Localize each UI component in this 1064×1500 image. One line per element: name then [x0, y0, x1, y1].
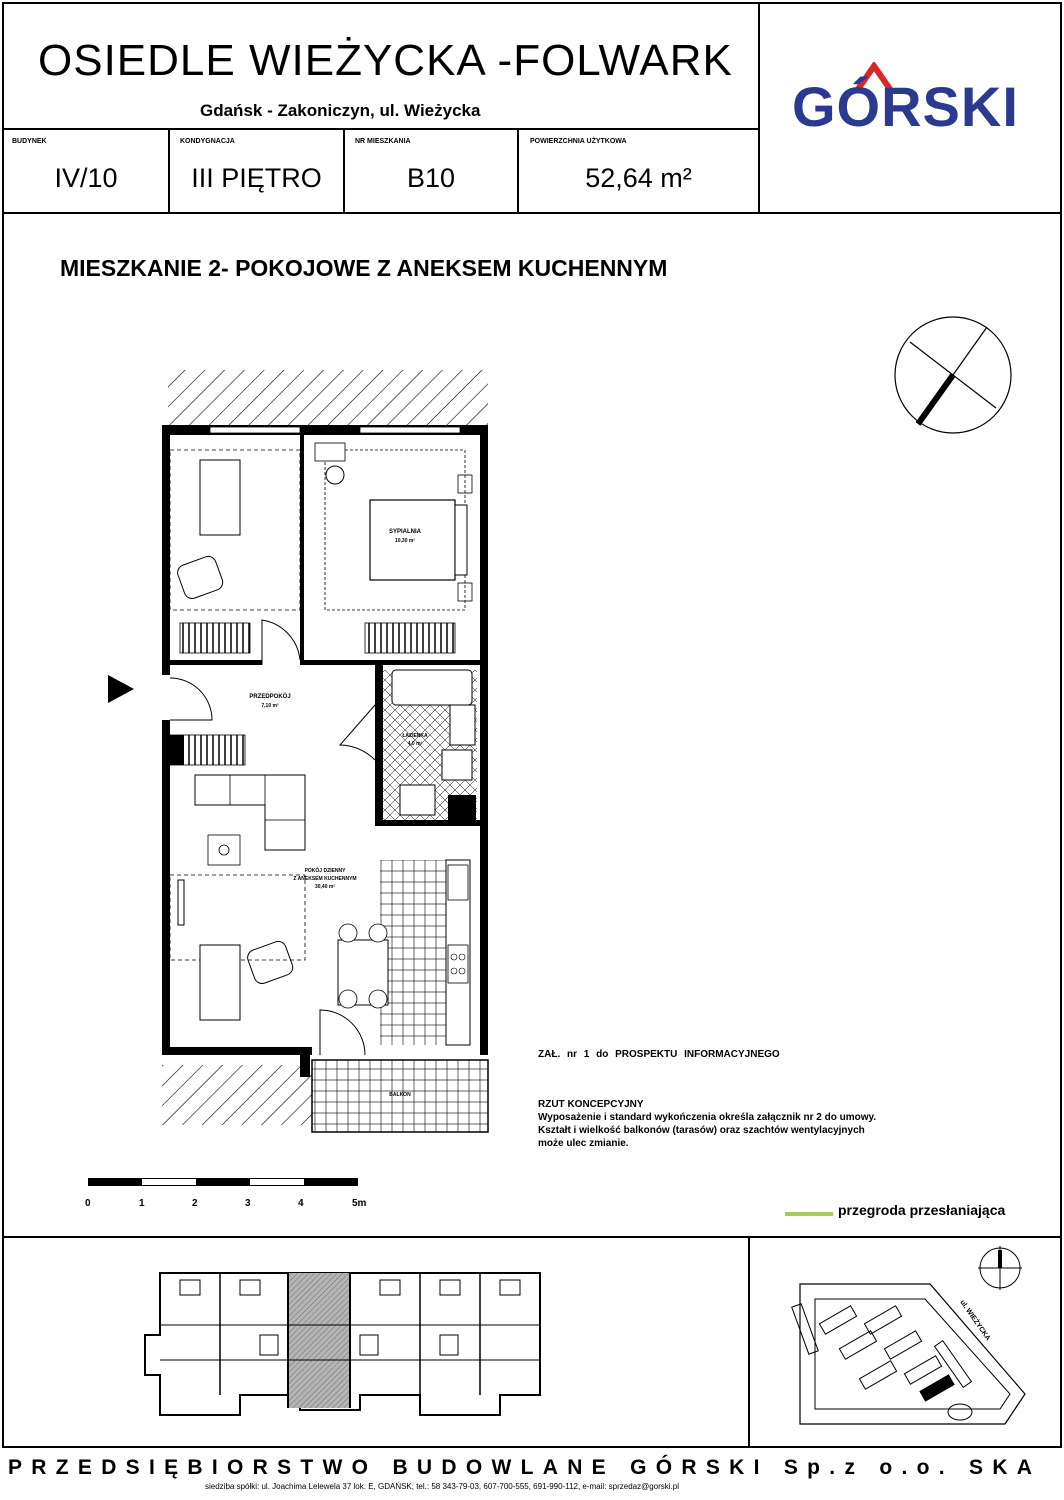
- concept-line-2: Kształt i wielkość balkonów (tarasów) oraz szachtów wentylacyjnych: [538, 1125, 865, 1136]
- concept-title: RZUT KONCEPCYJNY: [538, 1099, 644, 1110]
- street-label: ul. WIEŻYCKA: [958, 1299, 992, 1343]
- concept-line-3: może ulec zmianie.: [538, 1138, 629, 1149]
- building-value: IV/10: [54, 163, 118, 193]
- apartment-label: NR MIESZKANIA: [355, 138, 411, 145]
- site-map: [760, 1244, 1055, 1444]
- apartment-value: B10: [406, 163, 456, 193]
- bottom-divider: [748, 1236, 750, 1448]
- building-label: BUDYNEK: [12, 138, 47, 145]
- company-logo: [790, 62, 1040, 142]
- entrance-arrow-icon: [108, 675, 136, 705]
- floor-label: KONDYGNACJA: [180, 138, 235, 145]
- attachment-note: ZAŁ. nr 1 do PROSPEKTU INFORMACYJNEGO: [538, 1049, 780, 1060]
- project-address: Gdańsk - Zakoniczyn, ul. Wieżycka: [200, 101, 481, 120]
- floor-value: III PIĘTRO: [191, 163, 322, 193]
- logo-text: GÓRSKI: [792, 75, 1019, 138]
- scale-label-4: 4: [298, 1198, 304, 1209]
- hall-area: 7,10 m²: [261, 703, 279, 709]
- bedroom-label: SYPIALNIA: [388, 529, 422, 535]
- bathroom-area: 4,0 m²: [407, 741, 423, 747]
- bathroom-label: ŁAZIENKA: [402, 733, 428, 739]
- living-label: POKÓJ DZIENNY: [304, 868, 346, 874]
- compass-icon: [892, 314, 1014, 436]
- living-sublabel: Z ANEKSEM KUCHENNYM: [293, 876, 357, 882]
- building-key-plan: [140, 1255, 560, 1425]
- scale-label-3: 3: [245, 1198, 251, 1209]
- area-value: 52,64 m²: [585, 163, 692, 193]
- scale-label-0: 0: [85, 1198, 91, 1209]
- scale-bar: [88, 1178, 358, 1190]
- legend-text: przegroda przesłaniająca: [838, 1202, 1006, 1218]
- scale-label-1: 1: [139, 1198, 145, 1209]
- floor-plan: [150, 365, 495, 1145]
- hall-label: PRZEDPOKÓJ: [249, 694, 291, 700]
- concept-line-1: Wyposażenie i standard wykończenia określa załącznik nr 2 do umowy.: [538, 1112, 877, 1123]
- header-divider-horizontal: [2, 128, 760, 130]
- company-contact: siedziba spółki: ul. Joachima Lelewela 37 lok. E, GDAŃSK; tel.: 58 343-79-03, 607-700-555, 691-990-112, e-mail: sprzedaz@gorski.pl: [205, 1482, 680, 1491]
- company-name: PRZEDSIĘBIORSTWO BUDOWLANE GÓRSKI Sp.z o.o. SKA: [8, 1456, 1042, 1479]
- living-area: 30,40 m²: [314, 884, 336, 890]
- apartment-type-heading: MIESZKANIE 2- POKOJOWE Z ANEKSEM KUCHENNYM: [60, 255, 668, 281]
- header-divider-vertical: [758, 2, 760, 214]
- balcony-label: BALKON: [389, 1092, 411, 1098]
- scale-label-2: 2: [192, 1198, 198, 1209]
- scale-label-5: 5m: [352, 1198, 367, 1209]
- project-title: OSIEDLE WIEŻYCKA -FOLWARK: [38, 36, 733, 85]
- area-label: POWIERZCHNIA UŻYTKOWA: [530, 138, 627, 145]
- bedroom-area: 10,30 m²: [394, 538, 416, 544]
- legend-swatch: [785, 1212, 833, 1216]
